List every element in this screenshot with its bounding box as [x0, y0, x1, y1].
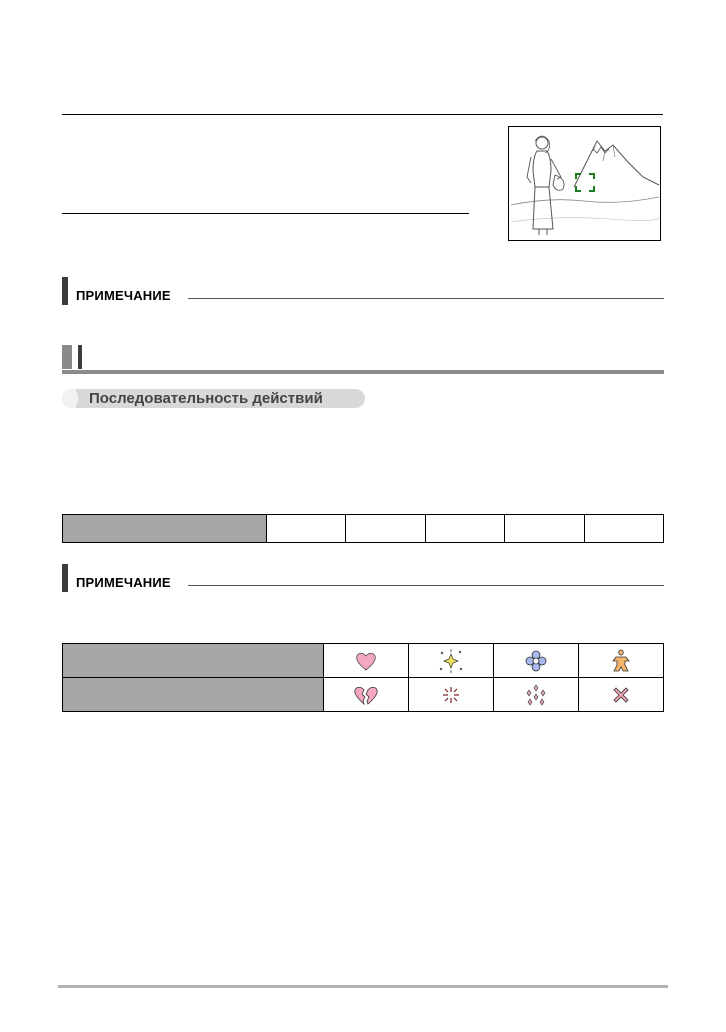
table-cell — [346, 515, 425, 543]
section-divider — [62, 213, 469, 214]
section-underline — [62, 370, 664, 374]
procedure-label: Последовательность действий — [89, 390, 323, 407]
table-cell — [584, 515, 664, 543]
section-block — [62, 345, 72, 369]
settings-table — [62, 514, 664, 543]
flower-icon — [494, 644, 579, 678]
broken-heart-icon — [324, 678, 409, 712]
table-row — [63, 644, 664, 678]
note-rule — [188, 585, 664, 586]
note-heading-2 — [62, 564, 664, 592]
scatter-icon — [494, 678, 579, 712]
effects-table — [62, 643, 664, 712]
note-label: ПРИМЕЧАНИЕ — [76, 288, 171, 303]
note-bar — [62, 277, 68, 305]
table-cell — [266, 515, 345, 543]
section-heading — [62, 345, 664, 374]
sparkle-icon — [409, 644, 494, 678]
table-cell — [425, 515, 504, 543]
table-cell — [505, 515, 584, 543]
table-header-cell — [63, 515, 267, 543]
illustration-woman-mountain — [508, 126, 661, 241]
note-bar — [62, 564, 68, 592]
table-row — [63, 678, 664, 712]
table-header-cell — [63, 678, 324, 712]
procedure-badge — [62, 389, 365, 408]
table-header-cell — [63, 644, 324, 678]
note-heading-1 — [62, 277, 664, 305]
small-burst-icon — [409, 678, 494, 712]
illustration-image — [509, 127, 660, 240]
x-mark-icon — [579, 678, 664, 712]
top-divider — [62, 114, 663, 115]
section-bar — [78, 345, 82, 369]
heart-icon — [324, 644, 409, 678]
footer-divider — [58, 985, 668, 988]
note-rule — [188, 298, 664, 299]
table-row — [63, 515, 664, 543]
note-label: ПРИМЕЧАНИЕ — [76, 575, 171, 590]
gingerbread-icon — [579, 644, 664, 678]
